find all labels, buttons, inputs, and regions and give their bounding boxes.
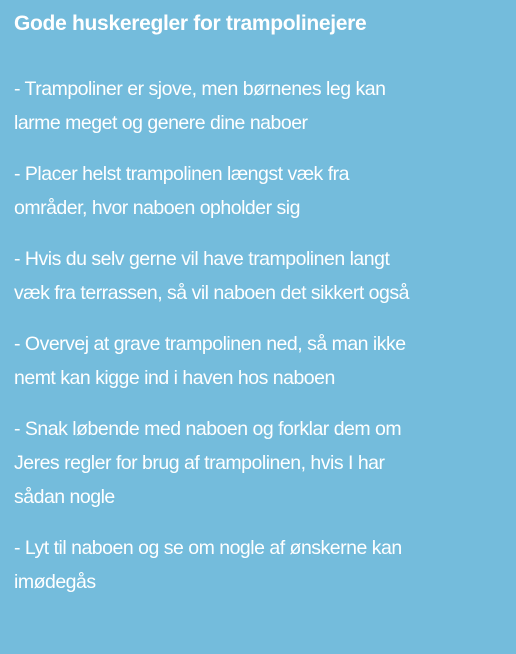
tip-item: - Placer helst trampolinen længst væk fra områder, hvor naboen opholder sig	[14, 163, 349, 219]
tips-list	[14, 72, 502, 599]
tip-item: - Snak løbende med naboen og forklar dem om Jeres regler for brug af trampolinen, hvis I har sådan nogle	[14, 418, 402, 508]
tip-item: - Hvis du selv gerne vil have trampolinen langt væk fra terrassen, så vil naboen det sikkert også	[14, 248, 409, 304]
tip-item: - Trampoliner er sjove, men børnenes leg kan larme meget og genere dine naboer	[14, 78, 386, 134]
tip-item: - Lyt til naboen og se om nogle af ønskerne kan imødegås	[14, 537, 402, 593]
tip-item: - Overvej at grave trampolinen ned, så man ikke nemt kan kigge ind i haven hos naboen	[14, 333, 406, 389]
box-title: Gode huskeregler for trampolinejere	[14, 12, 367, 35]
